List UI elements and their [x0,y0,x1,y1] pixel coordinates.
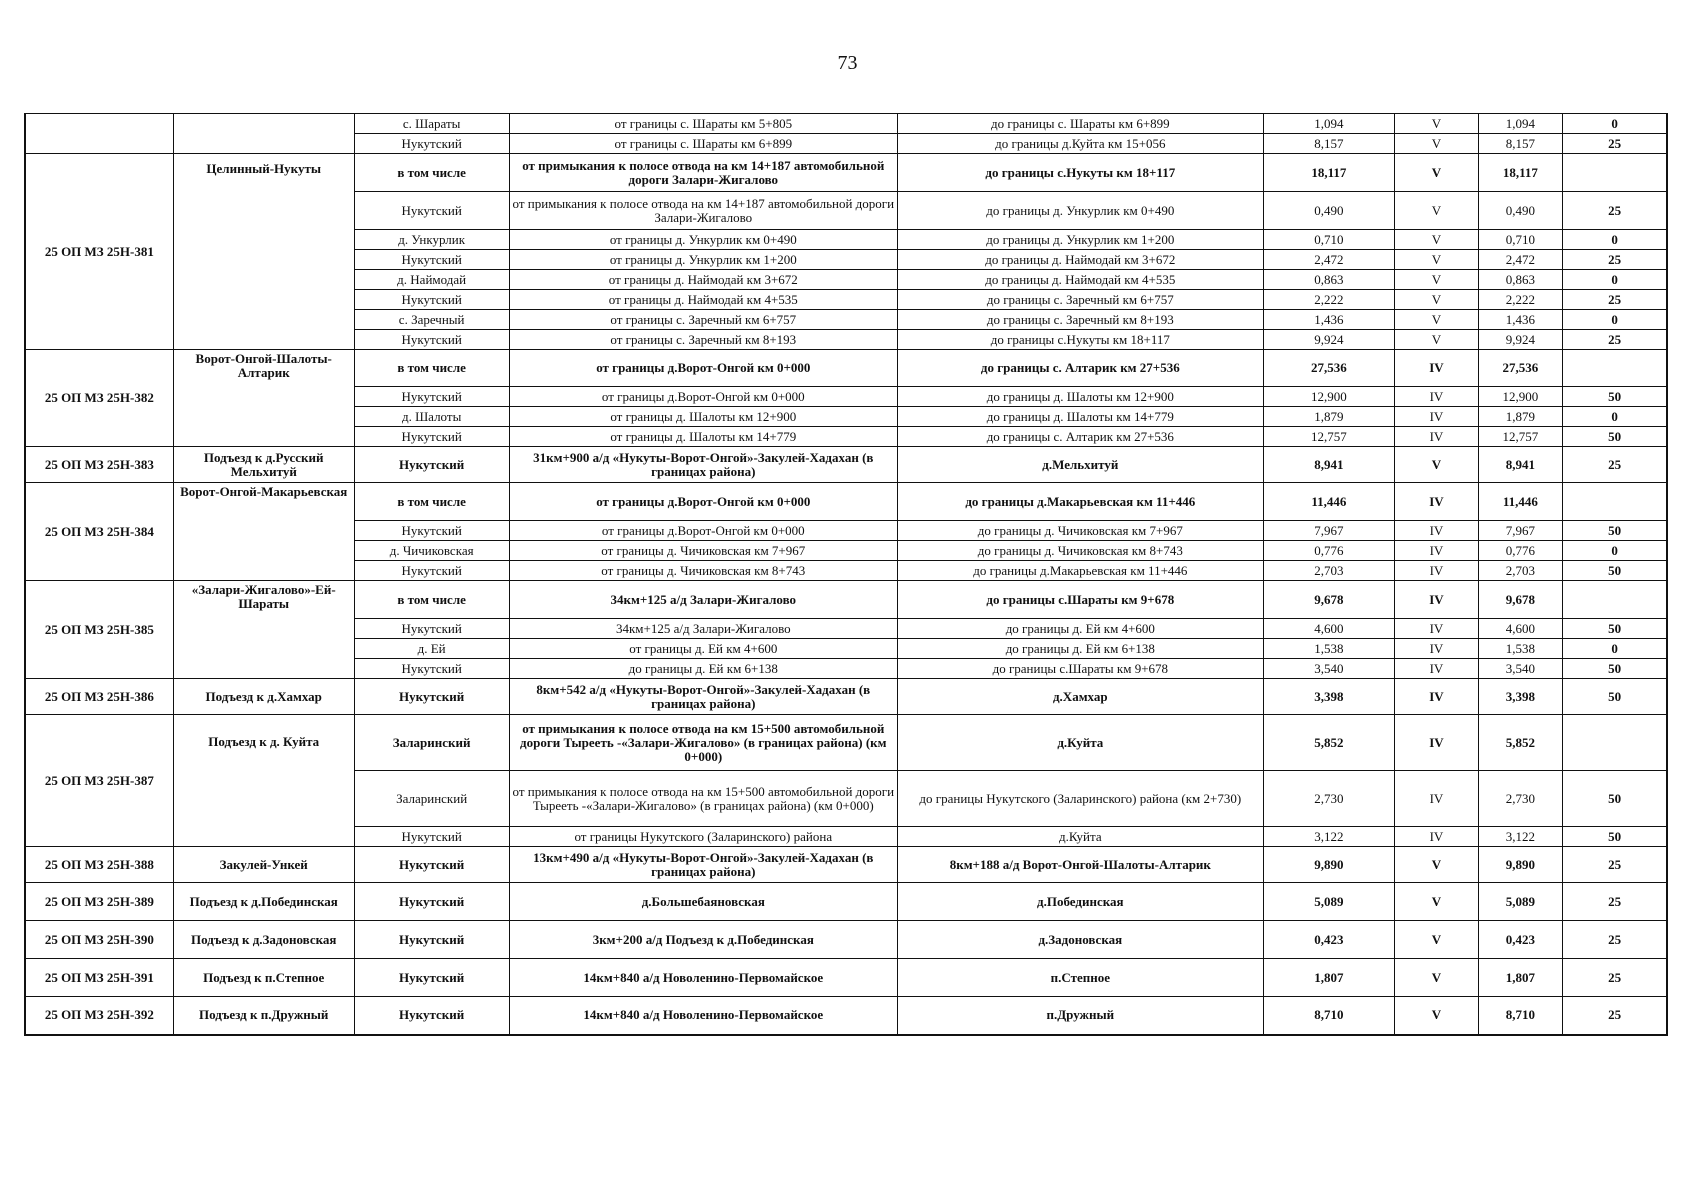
length-cell: 9,924 [1263,330,1395,350]
district-cell: Нукутский [354,561,509,581]
speed-limit-cell: 25 [1563,290,1667,310]
district-cell: в том числе [354,581,509,619]
road-number-cell [25,114,173,154]
start-point-cell: от границы д. Чичиковская км 7+967 [509,541,898,561]
category-cell: IV [1395,619,1478,639]
speed-limit-cell: 25 [1563,134,1667,154]
road-name-cell: Подъезд к д.Побединская [173,883,354,921]
end-point-cell: до границы с.Нукуты км 18+117 [898,154,1263,192]
district-cell: Нукутский [354,387,509,407]
length-cell: 0,776 [1263,541,1395,561]
road-name-cell: Ворот-Онгой-Макарьевская [173,483,354,581]
end-point-cell: до границы д. Шалоты км 12+900 [898,387,1263,407]
speed-limit-cell: 0 [1563,270,1667,290]
length-total-cell: 1,879 [1478,407,1563,427]
district-cell: д. Ей [354,639,509,659]
start-point-cell: от примыкания к полосе отвода на км 15+500 автомобильной дороги Тырееть -«Залари-Жигалово» (в границах района) (км 0+000) [509,771,898,827]
length-cell: 0,423 [1263,921,1395,959]
start-point-cell: от примыкания к полосе отвода на км 14+187 автомобильной дороги Залари-Жигалово [509,154,898,192]
road-number-cell: 25 ОП МЗ 25Н-387 [25,715,173,847]
category-cell: IV [1395,521,1478,541]
length-cell: 0,863 [1263,270,1395,290]
category-cell: IV [1395,771,1478,827]
end-point-cell: до границы д. Наймодай км 3+672 [898,250,1263,270]
speed-limit-cell: 0 [1563,407,1667,427]
length-cell: 12,900 [1263,387,1395,407]
speed-limit-cell: 50 [1563,659,1667,679]
length-total-cell: 9,924 [1478,330,1563,350]
speed-limit-cell: 25 [1563,192,1667,230]
district-cell: Нукутский [354,250,509,270]
district-cell: Нукутский [354,827,509,847]
length-cell: 27,536 [1263,350,1395,387]
end-point-cell: д.Побединская [898,883,1263,921]
speed-limit-cell: 0 [1563,639,1667,659]
start-point-cell: от границы д.Ворот-Онгой км 0+000 [509,387,898,407]
speed-limit-cell: 50 [1563,387,1667,407]
speed-limit-cell: 25 [1563,959,1667,997]
end-point-cell: до границы с. Заречный км 8+193 [898,310,1263,330]
start-point-cell: от границы д. Наймодай км 3+672 [509,270,898,290]
category-cell: IV [1395,659,1478,679]
road-name-cell: Подъезд к д. Куйта [173,715,354,847]
length-cell: 8,157 [1263,134,1395,154]
length-total-cell: 18,117 [1478,154,1563,192]
category-cell: V [1395,230,1478,250]
length-total-cell: 2,472 [1478,250,1563,270]
district-cell: Нукутский [354,427,509,447]
length-total-cell: 8,710 [1478,997,1563,1035]
length-cell: 5,852 [1263,715,1395,771]
length-cell: 1,538 [1263,639,1395,659]
start-point-cell: от границы Нукутского (Заларинского) района [509,827,898,847]
start-point-cell: 3км+200 а/д Подъезд к д.Побединская [509,921,898,959]
length-total-cell: 5,089 [1478,883,1563,921]
category-cell: IV [1395,581,1478,619]
district-cell: Нукутский [354,330,509,350]
length-cell: 0,490 [1263,192,1395,230]
road-number-cell: 25 ОП МЗ 25Н-385 [25,581,173,679]
category-cell: IV [1395,387,1478,407]
speed-limit-cell: 50 [1563,561,1667,581]
district-cell: в том числе [354,350,509,387]
road-name-cell: Подъезд к п.Степное [173,959,354,997]
speed-limit-cell: 25 [1563,330,1667,350]
end-point-cell: до границы с.Шараты км 9+678 [898,659,1263,679]
start-point-cell: от границы д. Ункурлик км 1+200 [509,250,898,270]
speed-limit-cell: 25 [1563,847,1667,883]
start-point-cell: 14км+840 а/д Новоленино-Первомайское [509,997,898,1035]
start-point-cell: д.Большебаяновская [509,883,898,921]
category-cell: V [1395,847,1478,883]
length-cell: 2,472 [1263,250,1395,270]
road-number-cell: 25 ОП МЗ 25Н-390 [25,921,173,959]
length-cell: 12,757 [1263,427,1395,447]
category-cell: V [1395,447,1478,483]
end-point-cell: до границы д. Наймодай км 4+535 [898,270,1263,290]
district-cell: Нукутский [354,883,509,921]
length-total-cell: 12,757 [1478,427,1563,447]
district-cell: д. Чичиковская [354,541,509,561]
road-number-cell: 25 ОП МЗ 25Н-392 [25,997,173,1035]
end-point-cell: 8км+188 а/д Ворот-Онгой-Шалоты-Алтарик [898,847,1263,883]
speed-limit-cell: 0 [1563,114,1667,134]
start-point-cell: 34км+125 а/д Залари-Жигалово [509,619,898,639]
length-cell: 8,941 [1263,447,1395,483]
district-cell: Нукутский [354,679,509,715]
district-cell: Нукутский [354,290,509,310]
speed-limit-cell [1563,581,1667,619]
end-point-cell: п.Степное [898,959,1263,997]
start-point-cell: от границы д.Ворот-Онгой км 0+000 [509,521,898,541]
category-cell: IV [1395,541,1478,561]
road-name-cell: Подъезд к д.Хамхар [173,679,354,715]
length-total-cell: 0,776 [1478,541,1563,561]
speed-limit-cell: 25 [1563,447,1667,483]
road-number-cell: 25 ОП МЗ 25Н-384 [25,483,173,581]
category-cell: V [1395,959,1478,997]
speed-limit-cell: 50 [1563,521,1667,541]
category-cell: V [1395,250,1478,270]
district-cell: с. Шараты [354,114,509,134]
start-point-cell: от примыкания к полосе отвода на км 14+187 автомобильной дороги Залари-Жигалово [509,192,898,230]
length-cell: 11,446 [1263,483,1395,521]
length-cell: 1,807 [1263,959,1395,997]
start-point-cell: от границы д. Чичиковская км 8+743 [509,561,898,581]
category-cell: IV [1395,427,1478,447]
length-cell: 4,600 [1263,619,1395,639]
length-cell: 1,094 [1263,114,1395,134]
length-total-cell: 1,807 [1478,959,1563,997]
end-point-cell: до границы д.Куйта км 15+056 [898,134,1263,154]
end-point-cell: до границы Нукутского (Заларинского) района (км 2+730) [898,771,1263,827]
speed-limit-cell [1563,154,1667,192]
district-cell: Нукутский [354,921,509,959]
start-point-cell: от границы с. Заречный км 8+193 [509,330,898,350]
end-point-cell: до границы д. Ункурлик км 1+200 [898,230,1263,250]
road-name-cell: «Залари-Жигалово»-Ей-Шараты [173,581,354,679]
length-cell: 3,540 [1263,659,1395,679]
end-point-cell: д.Куйта [898,827,1263,847]
start-point-cell: от границы с. Заречный км 6+757 [509,310,898,330]
end-point-cell: до границы д.Макарьевская км 11+446 [898,483,1263,521]
district-cell: Заларинский [354,771,509,827]
district-cell: Нукутский [354,659,509,679]
length-total-cell: 3,398 [1478,679,1563,715]
district-cell: в том числе [354,483,509,521]
end-point-cell: до границы д. Чичиковская км 7+967 [898,521,1263,541]
end-point-cell: до границы д. Ей км 6+138 [898,639,1263,659]
length-cell: 9,890 [1263,847,1395,883]
category-cell: V [1395,997,1478,1035]
speed-limit-cell: 0 [1563,541,1667,561]
length-cell: 2,222 [1263,290,1395,310]
roads-table [24,113,1668,1036]
end-point-cell: д.Мельхитуй [898,447,1263,483]
start-point-cell: от границы д. Наймодай км 4+535 [509,290,898,310]
category-cell: IV [1395,483,1478,521]
end-point-cell: до границы д. Шалоты км 14+779 [898,407,1263,427]
start-point-cell: от границы д. Шалоты км 14+779 [509,427,898,447]
category-cell: V [1395,114,1478,134]
start-point-cell: 13км+490 а/д «Нукуты-Ворот-Онгой»-Закулей-Хадахан (в границах района) [509,847,898,883]
start-point-cell: до границы д. Ей км 6+138 [509,659,898,679]
district-cell: д. Шалоты [354,407,509,427]
end-point-cell: до границы с. Шараты км 6+899 [898,114,1263,134]
district-cell: Заларинский [354,715,509,771]
speed-limit-cell: 50 [1563,619,1667,639]
category-cell: V [1395,134,1478,154]
start-point-cell: от границы с. Шараты км 5+805 [509,114,898,134]
end-point-cell: до границы с.Шараты км 9+678 [898,581,1263,619]
length-cell: 5,089 [1263,883,1395,921]
length-total-cell: 0,423 [1478,921,1563,959]
length-total-cell: 0,490 [1478,192,1563,230]
speed-limit-cell: 0 [1563,230,1667,250]
district-cell: д. Ункурлик [354,230,509,250]
district-cell: Нукутский [354,192,509,230]
district-cell: Нукутский [354,447,509,483]
end-point-cell: до границы д. Ей км 4+600 [898,619,1263,639]
length-cell: 8,710 [1263,997,1395,1035]
road-name-cell: Подъезд к п.Дружный [173,997,354,1035]
length-total-cell: 8,941 [1478,447,1563,483]
speed-limit-cell [1563,350,1667,387]
length-total-cell: 4,600 [1478,619,1563,639]
length-cell: 1,879 [1263,407,1395,427]
district-cell: Нукутский [354,619,509,639]
speed-limit-cell: 50 [1563,771,1667,827]
road-name-cell: Подъезд к д.Русский Мельхитуй [173,447,354,483]
length-cell: 18,117 [1263,154,1395,192]
length-total-cell: 2,730 [1478,771,1563,827]
category-cell: V [1395,192,1478,230]
end-point-cell: до границы с. Заречный км 6+757 [898,290,1263,310]
district-cell: Нукутский [354,959,509,997]
length-total-cell: 5,852 [1478,715,1563,771]
length-total-cell: 0,863 [1478,270,1563,290]
length-total-cell: 11,446 [1478,483,1563,521]
length-total-cell: 9,678 [1478,581,1563,619]
length-cell: 2,730 [1263,771,1395,827]
road-name-cell [173,114,354,154]
end-point-cell: д.Куйта [898,715,1263,771]
district-cell: Нукутский [354,847,509,883]
category-cell: V [1395,154,1478,192]
start-point-cell: от границы д. Шалоты км 12+900 [509,407,898,427]
length-total-cell: 3,122 [1478,827,1563,847]
district-cell: Нукутский [354,521,509,541]
speed-limit-cell [1563,483,1667,521]
start-point-cell: от границы с. Шараты км 6+899 [509,134,898,154]
category-cell: V [1395,330,1478,350]
road-number-cell: 25 ОП МЗ 25Н-389 [25,883,173,921]
end-point-cell: до границы с. Алтарик км 27+536 [898,350,1263,387]
end-point-cell: до границы д. Ункурлик км 0+490 [898,192,1263,230]
end-point-cell: до границы с. Алтарик км 27+536 [898,427,1263,447]
length-cell: 3,122 [1263,827,1395,847]
speed-limit-cell: 0 [1563,310,1667,330]
road-number-cell: 25 ОП МЗ 25Н-388 [25,847,173,883]
district-cell: д. Наймодай [354,270,509,290]
district-cell: Нукутский [354,997,509,1035]
category-cell: IV [1395,679,1478,715]
category-cell: V [1395,290,1478,310]
speed-limit-cell: 50 [1563,679,1667,715]
length-cell: 0,710 [1263,230,1395,250]
start-point-cell: 14км+840 а/д Новоленино-Первомайское [509,959,898,997]
length-total-cell: 1,436 [1478,310,1563,330]
length-total-cell: 2,222 [1478,290,1563,310]
speed-limit-cell [1563,715,1667,771]
road-number-cell: 25 ОП МЗ 25Н-391 [25,959,173,997]
speed-limit-cell: 25 [1563,921,1667,959]
length-total-cell: 7,967 [1478,521,1563,541]
start-point-cell: от границы д.Ворот-Онгой км 0+000 [509,350,898,387]
category-cell: IV [1395,715,1478,771]
start-point-cell: 8км+542 а/д «Нукуты-Ворот-Онгой»-Закулей-Хадахан (в границах района) [509,679,898,715]
length-total-cell: 9,890 [1478,847,1563,883]
end-point-cell: до границы д. Чичиковская км 8+743 [898,541,1263,561]
length-total-cell: 1,094 [1478,114,1563,134]
speed-limit-cell: 25 [1563,997,1667,1035]
end-point-cell: до границы с.Нукуты км 18+117 [898,330,1263,350]
length-cell: 2,703 [1263,561,1395,581]
length-cell: 9,678 [1263,581,1395,619]
length-cell: 3,398 [1263,679,1395,715]
category-cell: IV [1395,827,1478,847]
start-point-cell: 34км+125 а/д Залари-Жигалово [509,581,898,619]
road-number-cell: 25 ОП МЗ 25Н-381 [25,154,173,350]
district-cell: с. Заречный [354,310,509,330]
length-total-cell: 0,710 [1478,230,1563,250]
road-name-cell: Целинный-Нукуты [173,154,354,350]
category-cell: IV [1395,639,1478,659]
category-cell: IV [1395,561,1478,581]
category-cell: V [1395,310,1478,330]
start-point-cell: от границы д. Ункурлик км 0+490 [509,230,898,250]
road-number-cell: 25 ОП МЗ 25Н-382 [25,350,173,447]
end-point-cell: до границы д.Макарьевская км 11+446 [898,561,1263,581]
district-cell: в том числе [354,154,509,192]
length-cell: 7,967 [1263,521,1395,541]
end-point-cell: п.Дружный [898,997,1263,1035]
category-cell: IV [1395,350,1478,387]
length-total-cell: 1,538 [1478,639,1563,659]
start-point-cell: 31км+900 а/д «Нукуты-Ворот-Онгой»-Закулей-Хадахан (в границах района) [509,447,898,483]
district-cell: Нукутский [354,134,509,154]
road-name-cell: Подъезд к д.Задоновская [173,921,354,959]
length-total-cell: 2,703 [1478,561,1563,581]
road-number-cell: 25 ОП МЗ 25Н-386 [25,679,173,715]
speed-limit-cell: 50 [1563,427,1667,447]
end-point-cell: д.Хамхар [898,679,1263,715]
length-total-cell: 12,900 [1478,387,1563,407]
road-name-cell: Закулей-Ункей [173,847,354,883]
page-number: 73 [837,52,858,74]
length-total-cell: 3,540 [1478,659,1563,679]
start-point-cell: от примыкания к полосе отвода на км 15+500 автомобильной дороги Тырееть -«Залари-Жигалово» (в границах района) (км 0+000) [509,715,898,771]
category-cell: IV [1395,407,1478,427]
category-cell: V [1395,921,1478,959]
category-cell: V [1395,270,1478,290]
length-total-cell: 27,536 [1478,350,1563,387]
road-name-cell: Ворот-Онгой-Шалоты-Алтарик [173,350,354,447]
length-cell: 1,436 [1263,310,1395,330]
length-total-cell: 8,157 [1478,134,1563,154]
speed-limit-cell: 50 [1563,827,1667,847]
category-cell: V [1395,883,1478,921]
end-point-cell: д.Задоновская [898,921,1263,959]
speed-limit-cell: 25 [1563,250,1667,270]
road-number-cell: 25 ОП МЗ 25Н-383 [25,447,173,483]
start-point-cell: от границы д.Ворот-Онгой км 0+000 [509,483,898,521]
start-point-cell: от границы д. Ей км 4+600 [509,639,898,659]
speed-limit-cell: 25 [1563,883,1667,921]
